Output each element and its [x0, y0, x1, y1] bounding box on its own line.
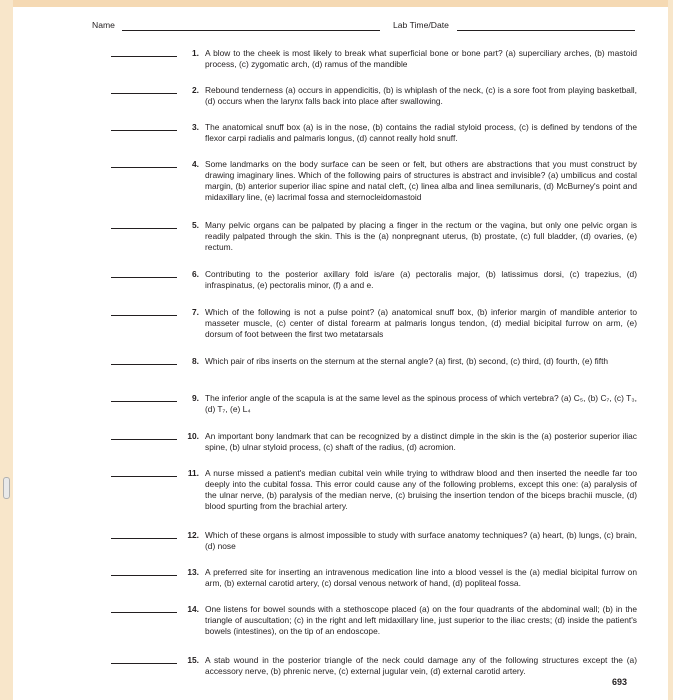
question-text: Some landmarks on the body surface can be seen or felt, but others are abstractions that you must construct by drawing imaginary lines. Which of the following pairs of structures is abstract and invisible? (a) umbilicus and costal margin, (b) anterior superior iliac spine and natal cleft, (c) linea alba and linea semilunaris, (d) McBurney's point and midaxillary line, (e) lacrimal fossa and sternocleidomastoid — [205, 159, 637, 202]
question-text: Many pelvic organs can be palpated by placing a finger in the rectum or the vagina, but only one pelvic organ is readily palpated through the skin. This is the (a) nonpregnant uterus, (b) prostate, (c) full bladder, (d) ovaries, (e) rectum. — [205, 220, 637, 252]
question-text: The anatomical snuff box (a) is in the nose, (b) contains the radial styloid process, (c) is defined by tendons of the flexor carpi radialis and palmaris longus, (d) cannot really hold snuff. — [205, 122, 637, 143]
left-margin-strip — [0, 0, 13, 700]
question-number: 7. — [192, 307, 199, 317]
question-number: 2. — [192, 85, 199, 95]
question-text: One listens for bowel sounds with a stethoscope placed (a) on the four quadrants of the abdominal wall; (b) in the triangle of auscultation; (c) in the right and left midaxillary line, just superior to the iliac crests; (d) inside the patient's bowels (intestines), on the tip of an endoscope. — [205, 604, 637, 636]
question-text: A blow to the cheek is most likely to break what superficial bone or bone part? (a) superciliary arches, (b) mastoid process, (c) zygomatic arch, (d) ramus of the mandible — [205, 48, 637, 69]
answer-blank[interactable] — [111, 439, 177, 440]
name-field[interactable] — [122, 30, 380, 31]
question-text: Which of these organs is almost impossible to study with surface anatomy techniques? (a) heart, (b) lungs, (c) brain, (d) nose — [205, 530, 637, 551]
question-text: A preferred site for inserting an intravenous medication line into a blood vessel is the (a) medial bicipital furrow on arm, (b) external carotid artery, (c) dorsal venous network of hand, (d) popliteal fossa. — [205, 567, 637, 588]
answer-blank[interactable] — [111, 56, 177, 57]
question-number: 5. — [192, 220, 199, 230]
question-text: A stab wound in the posterior triangle of the neck could damage any of the following structures except the (a) accessory nerve, (b) phrenic nerve, (c) external jugular vein, (d) external carotid artery. — [205, 655, 637, 676]
question-number: 13. — [187, 567, 199, 577]
question-number: 3. — [192, 122, 199, 132]
question-number: 12. — [187, 530, 199, 540]
question-text: Rebound tenderness (a) occurs in appendicitis, (b) is whiplash of the neck, (c) is a sore foot from playing basketball, (d) occurs when the larynx falls back into place after swallowing. — [205, 85, 637, 106]
top-color-band — [0, 0, 673, 7]
answer-blank[interactable] — [111, 228, 177, 229]
question-number: 6. — [192, 269, 199, 279]
question-text: Contributing to the posterior axillary fold is/are (a) pectoralis major, (b) latissimus dorsi, (c) trapezius, (d) infraspinatus, (e) pectoralis minor, (f) a and e. — [205, 269, 637, 290]
answer-blank[interactable] — [111, 130, 177, 131]
answer-blank[interactable] — [111, 401, 177, 402]
answer-blank[interactable] — [111, 277, 177, 278]
page-number: 693 — [612, 677, 628, 687]
answer-blank[interactable] — [111, 315, 177, 316]
answer-blank[interactable] — [111, 663, 177, 664]
answer-blank[interactable] — [111, 612, 177, 613]
question-number: 1. — [192, 48, 199, 58]
question-text: An important bony landmark that can be recognized by a distinct dimple in the skin is the (a) posterior superior iliac spine, (b) ulnar styloid process, (c) shaft of the radius, (d) acromion. — [205, 431, 637, 452]
answer-blank[interactable] — [111, 476, 177, 477]
worksheet-header — [0, 18, 673, 38]
question-number: 15. — [187, 655, 199, 665]
question-number: 4. — [192, 159, 199, 169]
name-label: Name — [92, 20, 115, 30]
question-text: Which of the following is not a pulse point? (a) anatomical snuff box, (b) inferior margin of mandible anterior to masseter muscle, (c) center of distal forearm at palmaris longus tendon, (d) medial bicipital furrow on arm, (e) dorsum of foot between the first two metatarsals — [205, 307, 637, 339]
lab-time-date-field[interactable] — [457, 30, 635, 31]
answer-blank[interactable] — [111, 538, 177, 539]
question-number: 8. — [192, 356, 199, 366]
answer-blank[interactable] — [111, 575, 177, 576]
question-number: 9. — [192, 393, 199, 403]
question-text: Which pair of ribs inserts on the sternum at the sternal angle? (a) first, (b) second, (c) third, (d) fourth, (e) fifth — [205, 356, 609, 366]
question-text: A nurse missed a patient's median cubital vein while trying to withdraw blood and then inserted the needle far too deeply into the cubital fossa. This error could cause any of the following problems, except this one: (a) paralysis of the ulnar nerve, (b) paralysis of the median nerve, (c) bruising the insertion tendon of the biceps brachii muscle, (d) blood spurting from the brachial artery. — [205, 468, 637, 511]
question-number: 11. — [187, 468, 199, 478]
scroll-handle[interactable] — [3, 477, 10, 499]
answer-blank[interactable] — [111, 93, 177, 94]
question-number: 10. — [187, 431, 199, 441]
right-margin-strip — [668, 0, 673, 700]
question-text: The inferior angle of the scapula is at the same level as the spinous process of which vertebra? (a) C₅, (b) C₇, (c) T₃, (d) T₇, (e) L₄ — [205, 393, 637, 414]
question-number: 14. — [187, 604, 199, 614]
answer-blank[interactable] — [111, 364, 177, 365]
answer-blank[interactable] — [111, 167, 177, 168]
lab-time-date-label: Lab Time/Date — [393, 20, 449, 30]
